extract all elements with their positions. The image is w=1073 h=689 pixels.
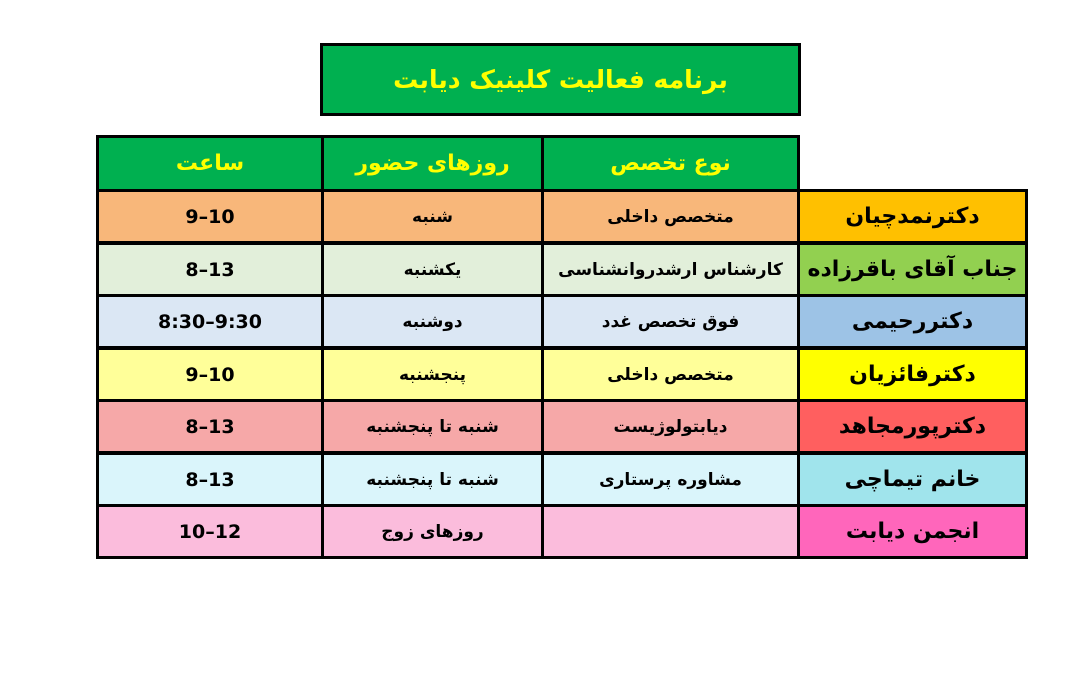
page-title: برنامه فعالیت کلینیک دیابت [320,43,801,116]
name-cell: خانم تیماچی [797,452,1028,507]
days-cell: روزهای زوج [321,504,544,559]
hours-cell: 8–13 [96,399,324,454]
specialty-cell: دیابتولوژیست [541,399,800,454]
specialty-cell: فوق تخصص غدد [541,294,800,349]
hours-cell: 8–13 [96,452,324,507]
name-cell: جناب آقای باقرزاده [797,242,1028,297]
hours-cell: 10–12 [96,504,324,559]
name-cell: انجمن دیابت [797,504,1028,559]
header-hours: ساعت [96,135,324,192]
header-specialty: نوع تخصص [541,135,800,192]
specialty-cell: متخصص داخلی [541,189,800,244]
hours-cell: 9–10 [96,189,324,244]
specialty-cell: مشاوره پرستاری [541,452,800,507]
hours-cell: 8:30–9:30 [96,294,324,349]
hours-cell: 9–10 [96,347,324,402]
header-days: روزهای حضور [321,135,544,192]
days-cell: شنبه تا پنجشنبه [321,452,544,507]
days-cell: شنبه تا پنجشنبه [321,399,544,454]
days-cell: پنجشنبه [321,347,544,402]
days-cell: شنبه [321,189,544,244]
name-cell: دکترپورمجاهد [797,399,1028,454]
specialty-cell [541,504,800,559]
days-cell: دوشنبه [321,294,544,349]
days-cell: یکشنبه [321,242,544,297]
specialty-cell: متخصص داخلی [541,347,800,402]
hours-cell: 8–13 [96,242,324,297]
name-cell: دکترنمدچیان [797,189,1028,244]
name-cell: دکتررحیمی [797,294,1028,349]
name-cell: دکترفائزیان [797,347,1028,402]
specialty-cell: کارشناس ارشدروانشناسی [541,242,800,297]
